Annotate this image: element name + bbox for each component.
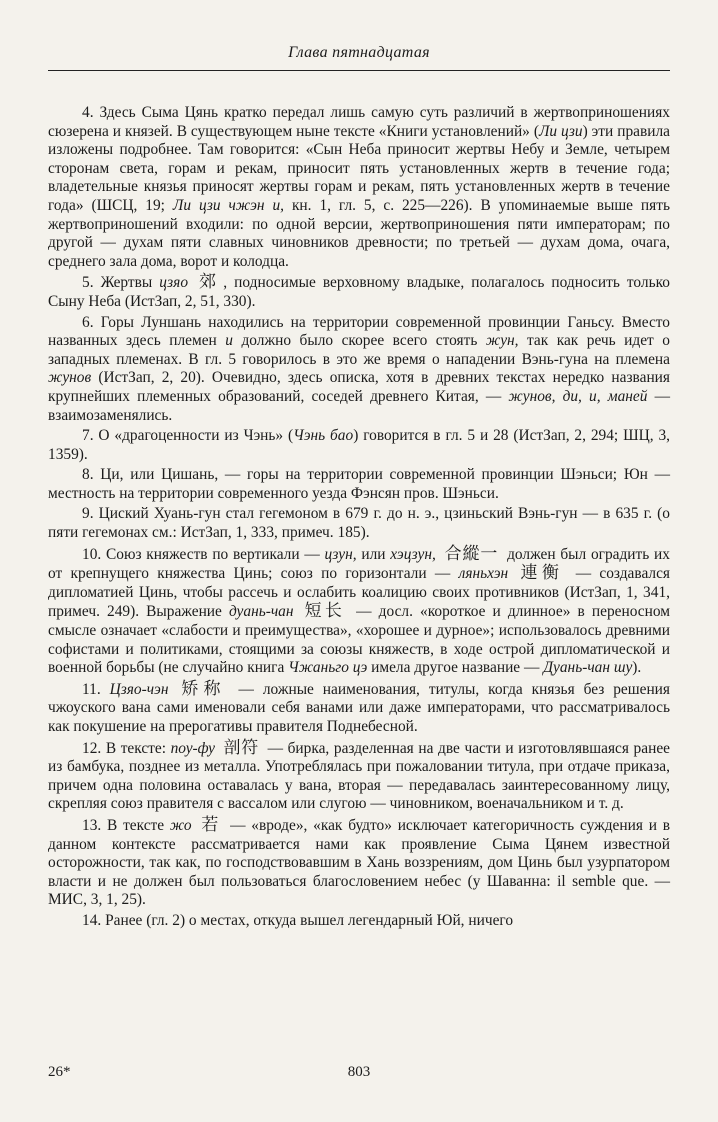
signature-mark: 26* <box>48 1064 71 1080</box>
note-14: 14. Ранее (гл. 2) о местах, откуда вышел легендарный Юй, ничего <box>82 911 514 929</box>
page-number: 803 <box>347 1064 371 1080</box>
chinese-characters: 短长 <box>304 601 346 622</box>
note-8: 8. Ци, или Цишань, — горы на территории современной провинции Шэньси; Юн — местность на территории современного уезда Фэнсян пров. Шэньси. <box>48 466 670 502</box>
chinese-characters: 剖符 <box>223 737 260 758</box>
chinese-characters: 合縱一 <box>444 543 499 564</box>
chinese-characters: 郊 <box>199 272 220 293</box>
chinese-characters: 連衡 <box>520 563 564 584</box>
note-10: 10. Союз княжеств по вертикали — цзун, или хэцзун, 合縱一 должен был оградить их от крепнущего княжества Цинь; союз по горизонтали — ляньхэн 連衡 — создавался дипломатией Цинь, чтобы рассечь и ослабить коалицию своих противников (ИстЗап, 1, 341, примеч. 249). Выражение дуань-чан 短长 — досл. «короткое и длинное» в переносном смысле означает «слабости и преимущества», «хорошее и дурное»; использовалось древними софистами и политиками, стоящими за союзы княжеств, в ходе острой дипломатической и военной борьбы (не случайно книга Чжаньго цэ имела другое название — Дуань-чан шу). <box>48 543 671 677</box>
note-5: 5. Жертвы цзяо 郊 , подносимые верховному владыке, полагалось подносить только Сыну Неба (ИстЗап, 2, 51, 330). <box>48 272 671 310</box>
note-6: 6. Горы Луншань находились на территории современной провинции Ганьсу. Вместо названных здесь племен и должно было скорее всего стоять жун, так как речь идет о западных племенах. В гл. 5 говорилось в это же время о нападении Вэнь-гуна на племена жунов (ИстЗап, 2, 20). Очевидно, здесь описка, хотя в древних текстах нередко названия крупнейших племенных образований, соседей древнего Китая, — жунов, ди, и, маней — взаимозаменялись. <box>48 313 670 424</box>
note-7: 7. О «драгоценности из Чэнь» (Чэнь бао) говорится в гл. 5 и 28 (ИстЗап, 2, 294; ШЦ, 3, 1359). <box>48 427 670 463</box>
notes-body <box>48 104 670 933</box>
note-9: 9. Циский Хуань-гун стал гегемоном в 679 г. до н. э., цзиньский Вэнь-гун — в 635 г. (о пяти гегемонах см.: ИстЗап, 1, 333, примеч. 185). <box>48 505 670 542</box>
note-11: 11. Цзяо-чэн 矫称 — ложные наименования, титулы, когда князья без решения чжоуского вана сами именовали себя ванами или даже императорами, что рассматривалось как покушение на прерогативы правителя Поднебесной. <box>48 678 670 735</box>
chinese-characters: 若 <box>201 814 221 835</box>
chinese-characters: 矫称 <box>181 678 226 699</box>
running-header: Глава пятнадцатая <box>288 44 430 61</box>
note-4: 4. Здесь Сыма Цянь кратко передал лишь самую суть различий в жертвоприношениях сюзерена и князей. В существующем ныне тексте «Книги установлений» (Ли цзи) эти правила изложены подробнее. Там говорится: «Сын Неба приносит жертвы Небу и Земле, четырем сторонам света, горам и рекам, приносит пять установленных жертв в течение года; владетельные князья приносят жертвы горам и рекам, пять установленных жертв в течение года» (ШСЦ, 19; Ли цзи чжэн и, кн. 1, гл. 5, с. 225—226). В упоминаемые выше пять жертвоприношений входили: по одной версии, жертвоприношения пяти императорам; по другой — духам пяти славных чиновников древности; по третьей — духам дома, очага, среднего зала дома, ворот и колодца. <box>48 104 670 270</box>
header-rule <box>48 70 670 71</box>
note-12: 12. В тексте: поу-фу 剖符 — бирка, разделенная на две части и изготовлявшаяся ранее из бамбука, позднее из металла. Употреблялась при пожаловании титула, при отдаче приказа, причем одна половина оставалась у вана, вторая — передавалась заинтересованному лицу, скрепляя союз правителя с вассалом или слугою — чиновником, военачальником и т. д. <box>48 737 670 813</box>
note-13: 13. В тексте жо 若 — «вроде», «как будто» исключает категоричность суждения и в данном контексте рассматривается нами как проявление Сыма Цянем известной осторожности, так как, по господствовавшим в Хань воззрениям, дом Цинь был узурпатором власти и не должен был пользоваться благословением небес (у Шаванна: il semble que. — МИС, 3, 1, 25). <box>48 814 670 909</box>
